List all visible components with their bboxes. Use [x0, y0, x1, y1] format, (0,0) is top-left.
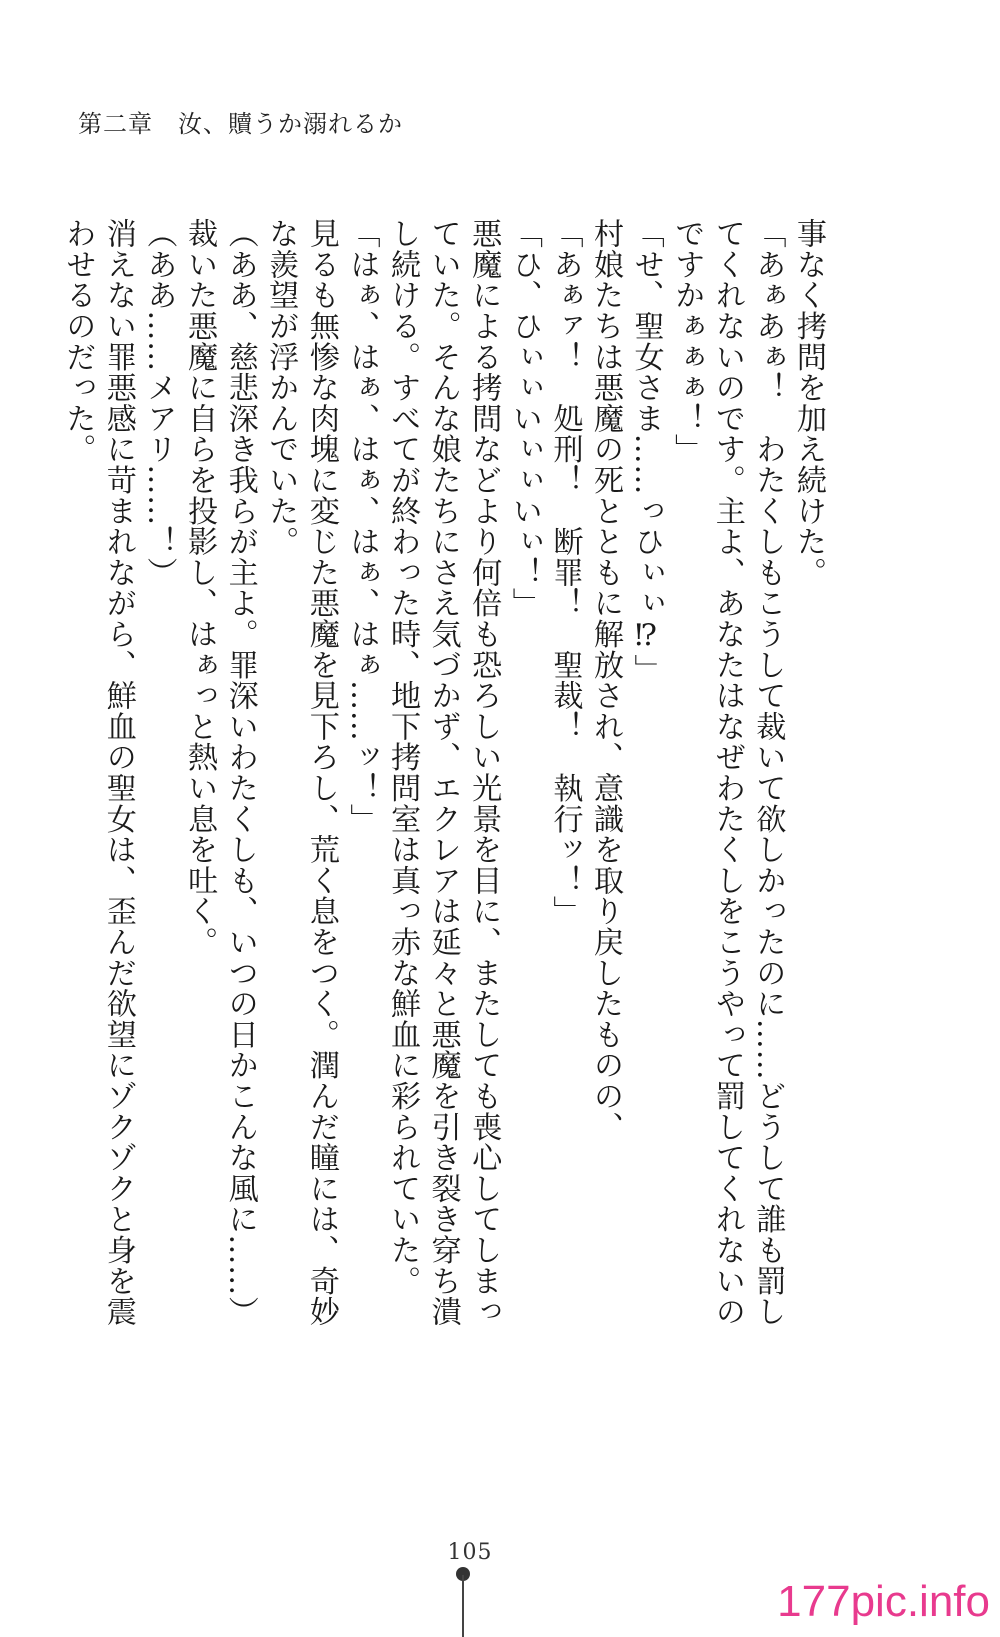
- page-number: 105: [447, 1540, 493, 1565]
- paragraph: （ああ……メアリ……！）: [141, 218, 177, 588]
- paragraph: （ああ、慈悲深き我らが主よ。罪深いわたくしも、いつの日かこんな風に……）: [222, 218, 258, 1327]
- body-text: [60, 218, 828, 1328]
- paragraph: 「ひ、ひぃぃいぃぃいぃ！」: [506, 218, 542, 619]
- paragraph: 事なく拷問を加え続けた。: [791, 218, 826, 588]
- paragraph: 「せ、聖女さま……っひぃぃ⁉」: [628, 218, 664, 685]
- paragraph: 「あぁあぁ！ わたくしもこうして裁いて欲しかったのに……どうして誰も罰してくれないのです。主よ、あなたはなぜわたくしをこうやって罰してくれないのですかぁぁぁ！」: [669, 218, 786, 1327]
- paragraph: 消えない罪悪感に苛まれながら、鮮血の聖女は、歪んだ欲望にゾクゾクと身を震わせるのだった。: [60, 218, 136, 1327]
- paragraph: 「はぁ、はぁ、はぁ、はぁ、はぁ……ッ！」: [344, 218, 380, 834]
- folio-line: [462, 1575, 464, 1637]
- running-head: 第二章 汝、贖うか溺れるか: [78, 110, 403, 138]
- watermark: 177pic.info: [777, 1577, 990, 1626]
- paragraph: 「あぁァ！ 処刑！ 断罪！ 聖裁！ 執行ッ！」: [547, 218, 583, 927]
- paragraph: 裁いた悪魔に自らを投影し、はぁっと熱い息を吐く。: [182, 218, 218, 958]
- paragraph: 悪魔による拷問などより何倍も恐ろしい光景を目に、またしても喪心してしまっていた。そんな娘たちにさえ気づかず、エクレアは延々と悪魔を引き裂き穿ち潰し続ける。すべてが終わった時、地下拷問室は真っ赤な鮮血に彩られていた。: [385, 218, 502, 1327]
- paragraph: 村娘たちは悪魔の死とともに解放され、意識を取り戻したものの、: [588, 218, 624, 1142]
- paragraph: 見るも無惨な肉塊に変じた悪魔を見下ろし、荒く息をつく。潤んだ瞳には、奇妙な羨望が浮かんでいた。: [263, 218, 339, 1327]
